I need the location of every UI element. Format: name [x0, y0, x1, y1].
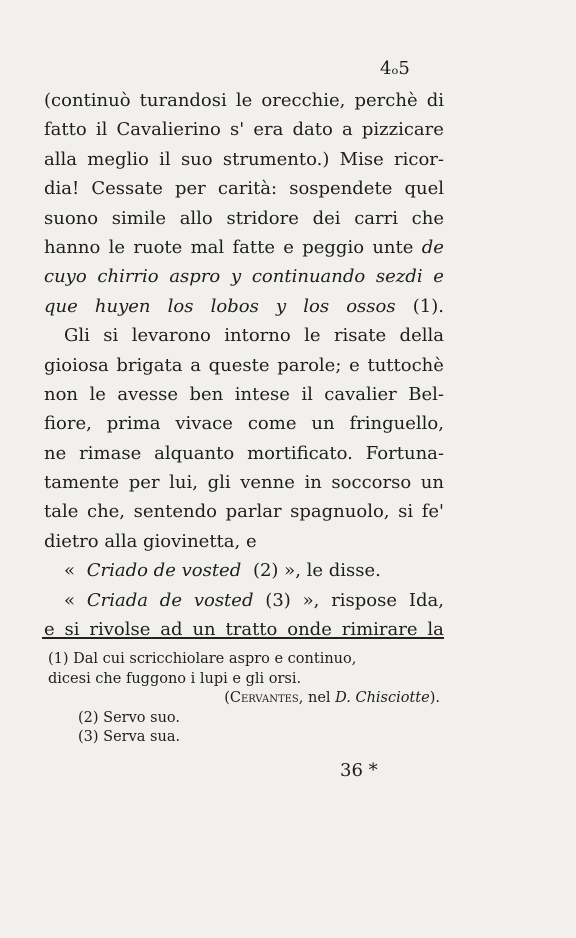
text-word: simile	[111, 207, 167, 229]
text-word: los	[303, 295, 330, 317]
text-word: e	[349, 354, 360, 376]
text-word: si	[103, 325, 119, 347]
signature-mark: 36 *	[340, 760, 378, 781]
text-word: vivace	[175, 413, 233, 435]
text-word: il	[95, 119, 108, 141]
text-word: che	[411, 207, 444, 229]
text-word: le	[304, 325, 321, 347]
text-word: sospendete	[289, 178, 393, 200]
text-line	[44, 439, 444, 468]
text-word: che,	[86, 501, 126, 523]
text-word: non	[44, 383, 79, 405]
text-word: per	[128, 472, 160, 494]
text-word: Cessate	[91, 178, 163, 200]
text-word: dei	[312, 207, 341, 229]
text-word: un	[420, 472, 444, 494]
text-word: di	[426, 90, 444, 111]
text-word: risate	[333, 325, 387, 347]
text-word: ricor-	[394, 148, 444, 170]
footnote-rule	[42, 637, 444, 639]
text-word: a	[190, 354, 201, 376]
text-word: rivolse	[89, 619, 151, 641]
text-word: fringuello,	[349, 413, 444, 435]
text-word: ossos	[346, 295, 396, 317]
text-word: brigata	[116, 354, 183, 376]
text-word: era	[253, 119, 284, 141]
text-word: avesse	[117, 383, 179, 405]
text-word: in	[304, 472, 322, 494]
text-word: queste	[208, 354, 270, 376]
text-word: suo	[180, 148, 213, 170]
text-word: orecchie,	[261, 90, 346, 111]
text-word: perchè	[354, 90, 418, 111]
citation-author: (Cervantes,	[224, 690, 304, 706]
text-segment: dietro alla giovinetta, e	[44, 530, 257, 552]
text-word: Cavalierino	[116, 119, 221, 141]
text-word: fatto	[44, 119, 87, 141]
text-word: Ida,	[408, 589, 444, 611]
text-word: chirrio	[97, 266, 159, 288]
text-word: tratto	[225, 619, 278, 641]
text-word: fiore,	[44, 413, 92, 435]
text-word: continuando	[251, 266, 366, 288]
text-word: le	[89, 383, 106, 405]
text-word: rimase	[79, 442, 142, 464]
text-word: le	[108, 236, 126, 258]
text-line	[44, 145, 444, 174]
text-word: huyen	[94, 295, 151, 317]
text-word: hanno	[44, 236, 101, 258]
text-word: Bel-	[408, 383, 444, 405]
text-word: gioiosa	[44, 354, 109, 376]
text-word: meglio	[87, 148, 149, 170]
text-word: »,	[302, 589, 320, 611]
text-word: mortificato.	[247, 442, 353, 464]
text-word: mal	[190, 236, 225, 258]
text-word: la	[427, 619, 444, 641]
text-line	[44, 233, 444, 262]
text-word: levarono	[131, 325, 211, 347]
text-word: prima	[106, 413, 161, 435]
text-word: carità:	[217, 178, 278, 200]
citation-end: ).	[429, 690, 440, 706]
text-word: ruote	[133, 236, 183, 258]
text-word: aspro	[169, 266, 221, 288]
text-word: tuttochè	[367, 354, 444, 376]
text-word: suono	[44, 207, 99, 229]
text-word: s'	[230, 119, 245, 141]
text-segment: (2) », le disse.	[247, 560, 381, 582]
text-word: vosted	[193, 589, 254, 611]
text-word: della	[399, 325, 444, 347]
text-line	[44, 174, 444, 203]
text-line	[44, 321, 444, 350]
text-word: a	[341, 119, 353, 141]
text-word: ne	[44, 442, 67, 464]
text-word: y	[230, 266, 242, 288]
text-word: allo	[179, 207, 213, 229]
text-word: intese	[234, 383, 290, 405]
footnotes	[48, 650, 444, 748]
text-word: de	[421, 236, 444, 258]
text-word: parlar	[225, 501, 282, 523]
text-line	[44, 468, 444, 497]
text-line	[44, 527, 444, 556]
text-word: peggio	[302, 236, 365, 258]
text-word: Mise	[339, 148, 384, 170]
text-word: (3)	[265, 589, 291, 611]
footnote-1-line-1: (1) Dal cui scricchiolare aspro e continuo,	[48, 651, 357, 667]
text-word: parole;	[277, 354, 342, 376]
text-word: pizzicare	[361, 119, 444, 141]
text-word: gli	[207, 472, 231, 494]
text-line	[44, 497, 444, 526]
text-word: y	[275, 295, 287, 317]
text-word: lobos	[210, 295, 259, 317]
text-word: strumento.)	[222, 148, 330, 170]
text-word: sentendo	[133, 501, 217, 523]
text-line	[44, 292, 444, 321]
text-word: come	[247, 413, 297, 435]
text-word: cavalier	[324, 383, 397, 405]
text-line	[44, 615, 444, 644]
footnote-3: (3) Serva sua.	[78, 729, 181, 745]
text-word: (1).	[412, 295, 444, 317]
text-word: Criada	[86, 589, 148, 611]
text-word: stridore	[226, 207, 299, 229]
text-word: per	[175, 178, 206, 200]
text-word: spagnuolo,	[290, 501, 390, 523]
text-line	[44, 262, 444, 291]
text-word: los	[167, 295, 194, 317]
text-line	[44, 556, 444, 585]
text-word: intorno	[224, 325, 291, 347]
text-word: que	[44, 295, 78, 317]
text-word: un	[192, 619, 216, 641]
text-word: e	[44, 619, 55, 641]
text-word: Gli	[64, 325, 90, 347]
text-segment: «	[64, 560, 81, 582]
citation-connector: nel	[303, 690, 336, 706]
text-word: quel	[404, 178, 444, 200]
text-word: rispose	[331, 589, 398, 611]
text-word: alquanto	[154, 442, 235, 464]
text-word: lui,	[169, 472, 198, 494]
text-word: le	[235, 90, 253, 111]
text-word: ad	[160, 619, 183, 641]
text-word: Fortuna-	[365, 442, 444, 464]
text-word: rimirare	[341, 619, 418, 641]
text-word: carri	[354, 207, 398, 229]
text-word: venne	[240, 472, 295, 494]
text-word: tamente	[44, 472, 120, 494]
text-word: cuyo	[44, 266, 87, 288]
text-word: ben	[189, 383, 224, 405]
text-word: un	[311, 413, 335, 435]
text-word: il	[301, 383, 313, 405]
text-word: soccorso	[331, 472, 412, 494]
text-line	[44, 351, 444, 380]
text-line	[44, 380, 444, 409]
text-line	[44, 409, 444, 438]
footnote-2: (2) Servo suo.	[78, 709, 180, 726]
body-text	[44, 86, 444, 644]
text-word: onde	[287, 619, 332, 641]
text-line	[44, 86, 444, 115]
text-word: dia!	[44, 178, 80, 200]
text-word: tale	[44, 501, 79, 523]
text-word: alla	[44, 148, 77, 170]
citation-title: D. Chisciotte	[335, 690, 430, 706]
text-line	[44, 586, 444, 615]
text-word: il	[159, 148, 171, 170]
text-line	[44, 204, 444, 233]
text-word: fe'	[421, 501, 444, 523]
text-word: de	[159, 589, 182, 611]
text-word: unte	[372, 236, 414, 258]
text-segment: Criado de vosted	[86, 560, 242, 582]
text-word: e	[283, 236, 294, 258]
footnote-1-citation	[48, 689, 444, 709]
text-word: (continuò	[44, 90, 131, 111]
footnote-1-line-2: dicesi che fuggono i lupi e gli orsi.	[48, 670, 302, 687]
text-word: e	[433, 266, 444, 288]
text-word: «	[64, 589, 76, 611]
text-word: fatte	[232, 236, 275, 258]
text-word: dato	[292, 119, 333, 141]
text-word: turandosi	[139, 90, 227, 111]
text-word: si	[398, 501, 414, 523]
text-word: si	[64, 619, 80, 641]
text-line	[44, 115, 444, 144]
text-word: sezdi	[375, 266, 423, 288]
page-number: 4ₒ5	[380, 58, 410, 79]
